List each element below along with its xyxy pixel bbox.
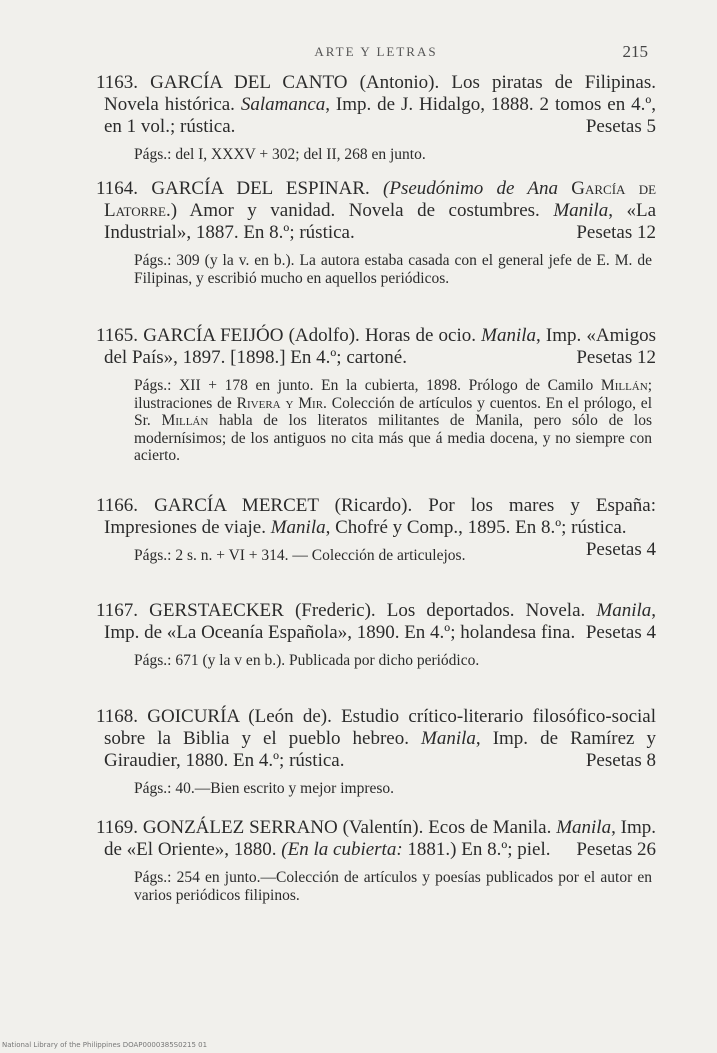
entry-place: Manila [556,817,612,838]
entry-number: 1163. [96,72,139,93]
entry-main [96,706,656,772]
entry-main [96,325,656,369]
entry-note: Págs.: 2 s. n. + VI + 314. — Colección de articulejos. [134,547,466,564]
entry-1163 [96,72,656,164]
entry-title: Horas de ocio. [364,325,476,346]
entry-imprint: , Imp. de J. Hidalgo, 1888. 2 tomos en 4.º, en 1 vol.; rústica. [104,94,657,137]
entry-author: GARCÍA FEIJÓO (Adolfo). [143,325,360,346]
entry-imprint: , Imp. de «La Oceanía Española», 1890. En 4.º; holandesa fina. [104,600,657,643]
entry-title: Los piratas de Filipinas. Novela histórica. [104,72,657,115]
entry-imprint: , «La Industrial», 1887. En 8.º; rústica. [104,200,657,243]
entry-price: Pesetas 5 [585,116,656,137]
entry-place: Manila [270,517,326,538]
entry-place: Salamanca [240,94,326,115]
entry-number: 1166. [96,495,139,516]
entry-price: Pesetas 4 [585,539,656,560]
entry-title: Ecos de Manila. [428,817,552,838]
running-title: ARTE Y LETRAS [314,44,438,59]
running-header [104,44,648,66]
entry-note: Págs.: XII + 178 en junto. En la cubierta, 1898. Prólogo de Camilo Millán; ilustraciones de Rivera y Mir. Colección de artículos y cuentos. En el prólogo, el Sr. Millán habla de los literatos militantes de Manila, pero sólo de los modernísimos; de los antiguos no cita más que á media docena, y no siempre con acierto. [134,377,653,464]
entry-price: Pesetas 8 [585,750,656,771]
entry-place: Manila [596,600,652,621]
entry-binding: 1881.) En 8.º; piel. [407,839,551,860]
entry-cover-note: (En la cubierta: [281,839,403,860]
entry-author: GARCÍA MERCET (Ricardo). [154,495,413,516]
entry-title: Por los mares y España: Impresiones de viaje. [104,495,657,538]
entry-price: Pesetas 26 [576,839,656,860]
entry-price: Pesetas 12 [576,222,656,243]
page-number: 215 [622,42,648,61]
entry-note: Págs.: del I, XXXV + 302; del II, 268 en junto. [134,146,426,163]
entry-imprint: , Chofré y Comp., 1895. En 8.º; rústica. [325,517,627,538]
entry-1169 [96,817,656,904]
entry-1168 [96,706,656,798]
entry-note: Págs.: 40.—Bien escrito y mejor impreso. [134,780,395,797]
entry-author: GERSTAECKER (Frederic). [149,600,376,621]
entry-author: GARCÍA DEL CANTO (Antonio). [150,72,440,93]
entry-pseudonym-name: García de Latorre [104,178,657,221]
entry-title: Estudio crítico-literario filosófico-social sobre la Biblia y el pueblo hebreo. [104,706,656,749]
entry-imprint: , Imp. de Ramírez y Giraudier, 1880. En 4.º; rústica. [104,728,656,771]
entry-number: 1169. [96,817,139,838]
entry-title: Los deportados. Novela. [386,600,586,621]
entry-price: Pesetas 4 [585,622,656,643]
entry-note: Págs.: 309 (y la v. en b.). La autora estaba casada con el general jefe de E. M. de Filipinas, y escribió mucho en aquellos periódicos. [134,252,652,287]
entry-number: 1164. [96,178,139,199]
entry-main [96,72,656,138]
entry-1166 [96,495,656,565]
entry-pseudonym: (Pseudónimo de Ana [383,178,559,199]
entry-author: GOICURÍA (León de). [147,706,332,727]
entry-main [96,600,656,644]
entry-imprint: , Imp. «Amigos del País», 1897. [1898.] En 4.º; cartoné. [104,325,657,368]
entry-1164 [96,178,656,287]
entry-author: GARCÍA DEL ESPINAR. [151,178,370,199]
entry-place: Manila [421,728,476,749]
entry-main [96,178,656,244]
library-stamp: National Library of the Philippines DOAP0000385S0215 01 [2,1041,208,1049]
entry-author: GONZÁLEZ SERRANO (Valentín). [142,817,424,838]
entry-number: 1167. [96,600,139,621]
entry-number: 1168. [96,706,139,727]
entry-1167 [96,600,656,670]
entry-note: Págs.: 671 (y la v en b.). Publicada por dicho periódico. [134,652,480,669]
entry-place: Manila [481,325,537,346]
entry-number: 1165. [96,325,139,346]
entry-1165 [96,325,656,465]
entry-title: .) Amor y vanidad. Novela de costumbres. [165,200,540,221]
entry-note: Págs.: 254 en junto.—Colección de artículos y poesías publicados por el autor en varios periódicos filipinos. [134,869,652,904]
entry-main [96,817,656,861]
entry-place: Manila [553,200,609,221]
entry-imprint: , Imp. de «El Oriente», 1880. [104,817,657,860]
entry-price: Pesetas 12 [576,347,656,368]
